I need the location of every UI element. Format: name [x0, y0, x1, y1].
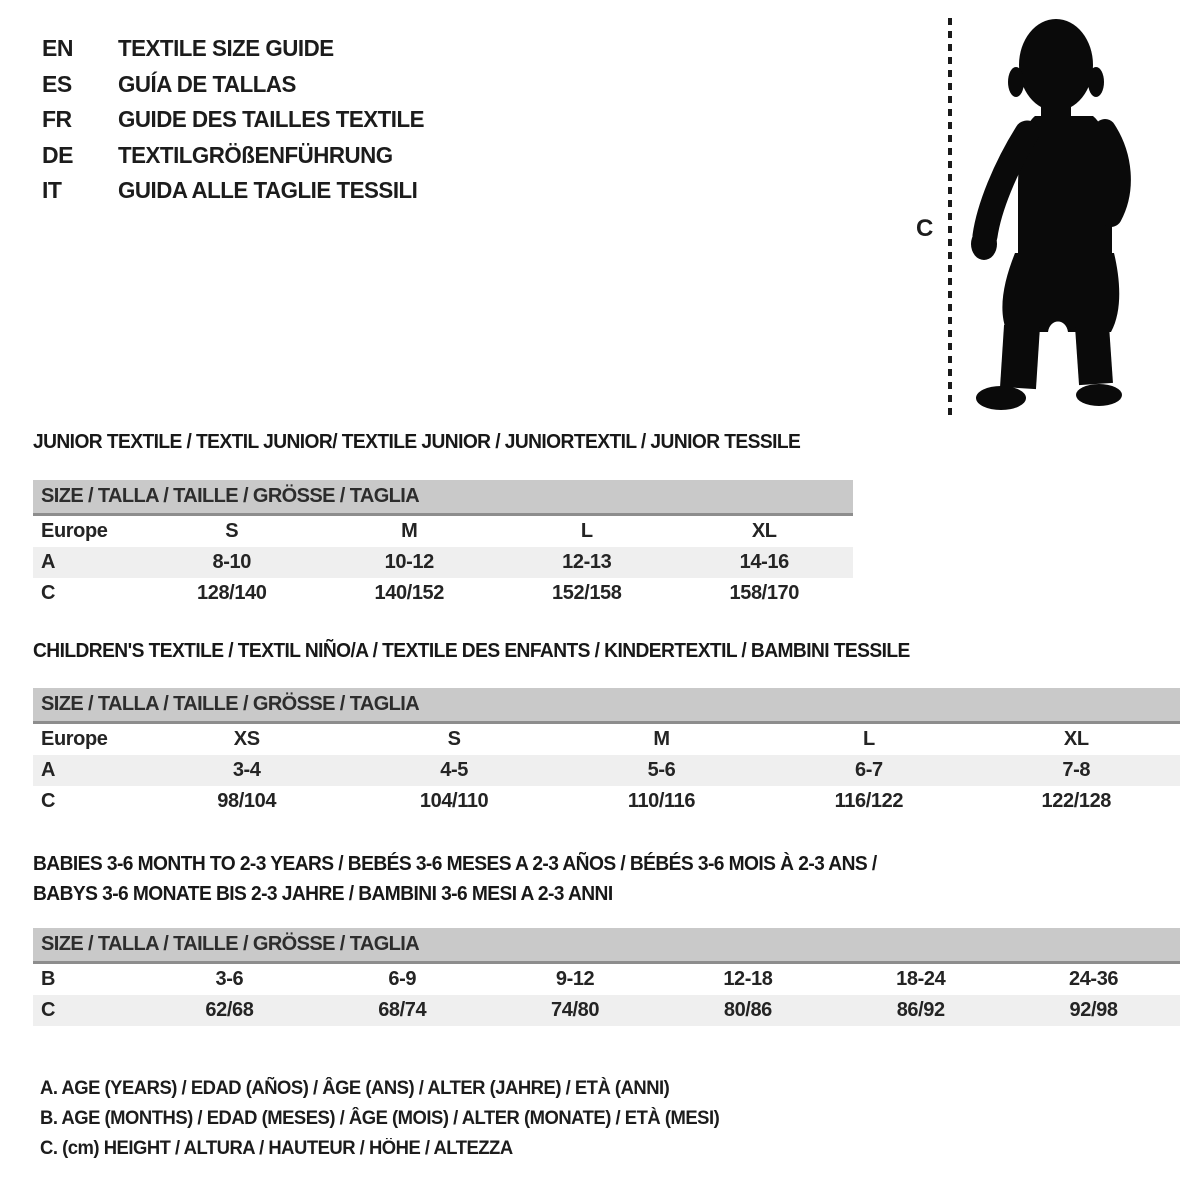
guide-title: GUIDE DES TAILLES TEXTILE	[118, 106, 425, 132]
age-cell: 6-7	[855, 759, 883, 781]
height-cell: 140/152	[374, 582, 444, 604]
language-code: ES	[42, 70, 72, 97]
size-cell: M	[653, 728, 670, 750]
language-code: EN	[42, 35, 73, 61]
height-cell: 152/158	[552, 582, 622, 604]
age-cell: 8-10	[212, 551, 251, 573]
table-header: SIZE / TALLA / TAILLE / GRÖSSE / TAGLIA	[33, 928, 1180, 963]
size-cell: L	[580, 520, 593, 542]
height-cell: 104/110	[419, 790, 489, 812]
size-cell: XL	[1063, 728, 1089, 750]
language-code: FR	[42, 106, 72, 132]
language-code: IT	[42, 177, 62, 203]
age-cell: 4-5	[440, 759, 468, 781]
height-measure-figure	[900, 10, 1166, 435]
table-row	[33, 723, 1180, 756]
footnote-age-years: A. AGE (YEARS) / EDAD (AÑOS) / ÂGE (ANS) / ALTER (JAHRE) / ETÀ (ANNI)	[40, 1078, 670, 1099]
height-cell: 116/122	[834, 790, 904, 812]
babies-size-table	[33, 928, 1180, 1026]
section-junior-textile	[33, 430, 853, 609]
height-cell: 92/98	[1069, 999, 1118, 1021]
row-label: A	[41, 551, 56, 573]
height-cell: 86/92	[896, 999, 945, 1021]
months-cell: 3-6	[215, 968, 244, 990]
height-cell: 98/104	[217, 790, 277, 812]
table-row	[33, 786, 1180, 817]
height-cell: 158/170	[729, 582, 799, 604]
row-label: C	[41, 790, 56, 812]
table-header: SIZE / TALLA / TAILLE / GRÖSSE / TAGLIA	[33, 480, 853, 515]
junior-size-table	[33, 480, 853, 609]
age-cell: 7-8	[1062, 759, 1091, 781]
list-item	[42, 31, 434, 67]
section-childrens-textile	[33, 639, 1180, 817]
list-item	[42, 67, 434, 103]
months-cell: 12-18	[723, 968, 773, 990]
language-code: DE	[42, 141, 73, 168]
months-cell: 9-12	[555, 968, 595, 990]
table-row	[33, 578, 853, 609]
age-cell: 12-13	[562, 551, 612, 573]
row-label: C	[41, 582, 56, 604]
table-row	[33, 547, 853, 578]
section-title: CHILDREN'S TEXTILE / TEXTIL NIÑO/A / TEXTILE DES ENFANTS / KINDERTEXTIL / BAMBINI TESSILE	[33, 640, 910, 662]
height-cell: 74/80	[551, 999, 600, 1021]
section-title: JUNIOR TEXTILE / TEXTIL JUNIOR/ TEXTILE JUNIOR / JUNIORTEXTIL / JUNIOR TESSILE	[33, 431, 801, 453]
section-title-line1: BABIES 3-6 MONTH TO 2-3 YEARS / BEBÉS 3-6 MESES A 2-3 AÑOS / BÉBÉS 3-6 MOIS À 2-3 ANS /	[33, 853, 877, 875]
footnote-age-months: B. AGE (MONTHS) / EDAD (MESES) / ÂGE (MOIS) / ALTER (MONATE) / ETÀ (MESI)	[40, 1108, 720, 1129]
list-item	[42, 138, 434, 174]
list-item	[42, 102, 434, 138]
toddler-silhouette-icon	[900, 10, 1166, 435]
height-cell: 128/140	[197, 582, 267, 604]
row-label: Europe	[41, 520, 108, 542]
age-cell: 14-16	[739, 551, 789, 573]
months-cell: 18-24	[896, 968, 946, 990]
age-cell: 10-12	[384, 551, 434, 573]
row-label: A	[41, 759, 56, 781]
row-label: Europe	[41, 728, 108, 750]
months-cell: 24-36	[1068, 968, 1119, 990]
size-cell: S	[225, 520, 239, 542]
height-cell: 122/128	[1041, 790, 1112, 812]
age-cell: 3-4	[232, 759, 261, 781]
footnotes	[40, 1074, 740, 1164]
age-cell: 5-6	[647, 759, 676, 781]
size-cell: L	[862, 728, 875, 750]
table-row	[33, 515, 853, 548]
guide-title: GUIDA ALLE TAGLIE TESSILI	[118, 177, 418, 203]
table-row	[33, 755, 1180, 786]
table-header: SIZE / TALLA / TAILLE / GRÖSSE / TAGLIA	[33, 688, 1180, 723]
height-cell: 68/74	[378, 999, 427, 1021]
height-cell: 80/86	[723, 999, 772, 1021]
children-size-table	[33, 688, 1180, 817]
height-cell: 110/116	[627, 790, 696, 812]
section-babies-textile	[33, 849, 1180, 1026]
row-label: C	[41, 999, 56, 1021]
guide-title: TEXTILE SIZE GUIDE	[118, 35, 334, 61]
row-label: B	[41, 968, 56, 990]
list-item	[42, 173, 434, 209]
size-cell: M	[401, 520, 418, 542]
height-cell: 62/68	[205, 999, 254, 1021]
size-cell: S	[447, 728, 461, 750]
section-title-line2: BABYS 3-6 MONATE BIS 2-3 JAHRE / BAMBINI 3-6 MESI A 2-3 ANNI	[33, 883, 613, 905]
language-title-list	[42, 31, 434, 209]
table-row	[33, 963, 1180, 996]
guide-title: GUÍA DE TALLAS	[118, 70, 296, 97]
size-cell: XL	[751, 520, 777, 542]
table-row	[33, 995, 1180, 1026]
toddler-silhouette	[971, 19, 1122, 410]
size-cell: XS	[233, 728, 260, 750]
guide-title: TEXTILGRÖßENFÜHRUNG	[118, 141, 393, 168]
height-measure-label: C	[916, 215, 934, 242]
months-cell: 6-9	[388, 968, 417, 990]
footnote-height-cm: C. (cm) HEIGHT / ALTURA / HAUTEUR / HÖHE / ALTEZZA	[40, 1138, 513, 1159]
